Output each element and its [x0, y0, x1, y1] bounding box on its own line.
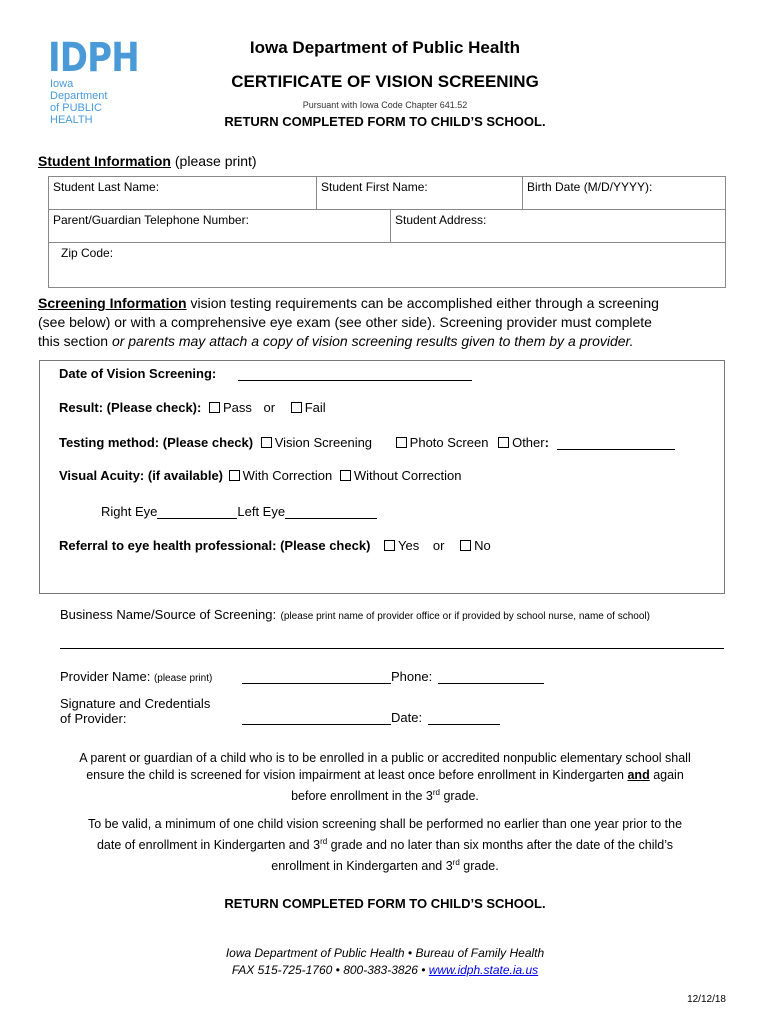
- other-line[interactable]: [557, 449, 675, 450]
- last-name-field[interactable]: Student Last Name:: [49, 177, 317, 210]
- result-label: Result: (Please check):: [59, 400, 202, 415]
- business-label: Business Name/Source of Screening:: [60, 607, 277, 622]
- student-info-table: [48, 176, 726, 210]
- revision-date: 12/12/18: [687, 994, 726, 1005]
- pass-label: Pass: [222, 400, 252, 415]
- referral-no-checkbox[interactable]: [460, 540, 471, 551]
- student-contact-table: [48, 209, 726, 243]
- para1-line2b: again: [649, 768, 684, 782]
- paragraph-requirement: [0, 750, 770, 805]
- student-heading-note: (please print): [174, 153, 257, 169]
- footer-line1: Iowa Department of Public Health • Bureau of Family Health: [225, 946, 545, 960]
- screening-text-3b: or parents may attach a copy of vision screening results given to them by a provider.: [111, 333, 634, 349]
- para2-sup-1: rd: [320, 837, 328, 846]
- screening-intro: [38, 294, 738, 351]
- screening-text-1: vision testing requirements can be accomplished either through a screening: [186, 295, 659, 311]
- without-correction-checkbox[interactable]: [340, 470, 351, 481]
- right-eye-line[interactable]: [157, 518, 237, 519]
- paragraph-validity: [0, 816, 770, 875]
- referral-label: Referral to eye health professional: (Please check): [59, 538, 371, 553]
- screening-text-3a: this section: [38, 333, 112, 349]
- para1-line3a: before enrollment in the 3: [291, 789, 433, 804]
- para1-line2a: ensure the child is screened for vision impairment at least once before enrollment in Kindergarten: [86, 768, 628, 782]
- testing-method-row: [59, 435, 719, 450]
- provider-name-note: (please print): [153, 673, 213, 684]
- or-label-1: or: [263, 400, 276, 415]
- visual-acuity-row: [59, 468, 461, 483]
- para2-line2b: grade and no later than six months after the date of the child’s: [327, 838, 674, 853]
- photo-screen-label: Photo Screen: [409, 435, 489, 450]
- phone-field[interactable]: Parent/Guardian Telephone Number:: [49, 210, 391, 243]
- pass-checkbox[interactable]: [209, 402, 220, 413]
- para2-sup-2: rd: [452, 858, 460, 868]
- screening-text-2: (see below) or with a comprehensive eye exam (see other side). Screening provider must complete: [38, 314, 652, 330]
- other-checkbox[interactable]: [498, 437, 509, 448]
- screening-heading: Screening Information: [38, 295, 187, 311]
- para1-and: and: [627, 768, 650, 782]
- vision-screening-label: Vision Screening: [274, 435, 373, 450]
- method-label: Testing method: (Please check): [59, 435, 254, 450]
- provider-date-label: Date:: [391, 710, 423, 725]
- provider-phone-line[interactable]: [438, 683, 544, 684]
- website-link[interactable]: www.idph.state.ia.us: [428, 963, 539, 977]
- para2-line3a: enrollment in Kindergarten and 3: [271, 859, 453, 874]
- student-heading-label: Student Information: [38, 153, 171, 169]
- referral-row: [59, 538, 491, 553]
- provider-phone-label: Phone:: [391, 669, 433, 684]
- provider-name-line[interactable]: [242, 683, 391, 684]
- without-correction-label: Without Correction: [353, 468, 462, 483]
- birth-date-field[interactable]: Birth Date (M/D/YYYY):: [523, 177, 726, 210]
- provider-name-label: Provider Name:: [60, 669, 151, 684]
- form-title: CERTIFICATE OF VISION SCREENING: [231, 72, 539, 91]
- logo-line2: of PUBLIC HEALTH: [50, 102, 102, 126]
- left-eye-label: Left Eye: [237, 504, 286, 519]
- referral-no-label: No: [474, 538, 491, 553]
- left-eye-line[interactable]: [285, 518, 377, 519]
- result-row: [59, 400, 326, 415]
- fail-checkbox[interactable]: [291, 402, 302, 413]
- business-line[interactable]: [60, 648, 724, 649]
- para2-line2a: date of enrollment in Kindergarten and 3: [96, 838, 321, 853]
- provider-name-label-row: [60, 669, 212, 684]
- para1-sup: rd: [432, 788, 440, 797]
- other-colon: :: [544, 435, 549, 450]
- provider-date-line[interactable]: [428, 724, 500, 725]
- signature-line[interactable]: [242, 724, 391, 725]
- para2-line1: To be valid, a minimum of one child vision screening shall be performed no earlier than one year prior to the: [87, 817, 683, 831]
- para1-line3b: grade.: [439, 789, 479, 804]
- business-note: (please print name of provider office or if provided by school nurse, name of school): [280, 611, 650, 622]
- with-correction-checkbox[interactable]: [229, 470, 240, 481]
- signature-label-1: Signature and Credentials: [60, 696, 211, 711]
- photo-screen-checkbox[interactable]: [396, 437, 407, 448]
- referral-yes-label: Yes: [398, 538, 420, 553]
- other-label: Other: [512, 435, 545, 450]
- vision-screening-checkbox[interactable]: [261, 437, 272, 448]
- student-info-heading: [38, 153, 257, 169]
- with-correction-label: With Correction: [242, 468, 333, 483]
- screening-date-line[interactable]: [238, 380, 472, 381]
- first-name-field[interactable]: Student First Name:: [317, 177, 523, 210]
- return-instruction-bottom: RETURN COMPLETED FORM TO CHILD’S SCHOOL.: [224, 896, 546, 911]
- provider-name-field-row: [242, 669, 544, 684]
- acuity-label: Visual Acuity: (if available): [59, 468, 223, 483]
- or-label-2: or: [432, 538, 445, 553]
- business-row: [60, 606, 740, 624]
- fail-label: Fail: [304, 400, 326, 415]
- footer-line2: [0, 963, 770, 977]
- right-eye-label: Right Eye: [101, 504, 158, 519]
- para1-line1: A parent or guardian of a child who is to be enrolled in a public or accredited nonpublic elementary school shall: [79, 751, 691, 765]
- code-reference: Pursuant with Iowa Code Chapter 641.52: [302, 100, 468, 110]
- screening-date-label: Date of Vision Screening:: [59, 366, 217, 381]
- logo-text: IDPH: [48, 35, 139, 81]
- screening-date-row: [59, 366, 472, 381]
- zip-table: [48, 242, 726, 288]
- signature-field-row: [242, 710, 500, 725]
- eye-row: [101, 504, 377, 519]
- referral-yes-checkbox[interactable]: [384, 540, 395, 551]
- address-field[interactable]: Student Address:: [391, 210, 726, 243]
- return-instruction-top: RETURN COMPLETED FORM TO CHILD’S SCHOOL.: [224, 114, 546, 129]
- signature-label: [60, 696, 210, 726]
- para2-line3b: grade.: [459, 859, 499, 874]
- zip-field[interactable]: Zip Code:: [49, 243, 726, 288]
- agency-title: Iowa Department of Public Health: [249, 38, 521, 57]
- signature-label-2: of Provider:: [60, 711, 127, 726]
- logo-line1: Iowa Department: [50, 78, 108, 102]
- footer-contact: FAX 515-725-1760 • 800-383-3826 •: [231, 963, 429, 977]
